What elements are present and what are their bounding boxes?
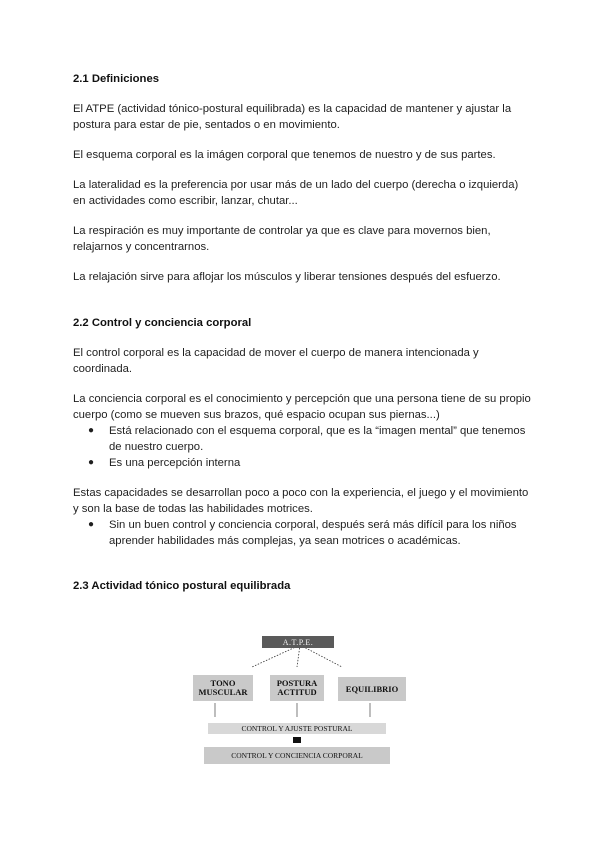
- paragraph-lateralidad: La lateralidad es la preferencia por usar más de un lado del cuerpo (derecha o izquierda) en actividades como escribir, lanzar, chutar...: [73, 179, 519, 207]
- list-item: ● Es una percepción interna: [88, 457, 241, 469]
- bullet-icon: ●: [88, 457, 95, 468]
- control-ajuste-box: CONTROL Y AJUSTE POSTURAL: [208, 723, 386, 734]
- arrow-line: [297, 645, 300, 667]
- list-item: ● Está relacionado con el esquema corporal, que es la “imagen mental” que tenemos de nuestro cuerpo.: [88, 425, 526, 453]
- postura-actitud-box: POSTURA ACTITUD: [270, 675, 324, 701]
- paragraph-control-corporal: El control corporal es la capacidad de mover el cuerpo de manera intencionada y coordinada.: [73, 347, 479, 375]
- atpe-diagram: [190, 631, 410, 769]
- control-conciencia-box: CONTROL Y CONCIENCIA CORPORAL: [204, 747, 390, 764]
- bullet-list-conciencia: [73, 423, 533, 471]
- paragraph-respiracion: La respiración es muy importante de controlar ya que es clave para movernos bien, relajarnos y concentrarnos.: [73, 225, 491, 253]
- bullet-icon: ●: [88, 519, 95, 530]
- arrow-block: [293, 737, 301, 743]
- list-item: ● Sin un buen control y conciencia corporal, después será más difícil para los niños aprender habilidades más complejas, ya sean motrices o académicas.: [88, 519, 517, 547]
- arrow-line: [252, 645, 300, 667]
- bullet-icon: ●: [88, 425, 95, 436]
- paragraph-capacidades: Estas capacidades se desarrollan poco a poco con la experiencia, el juego y el movimiento y son la base de todas las habilidades motrices.: [73, 487, 529, 515]
- atpe-box: A.T.P.E.: [262, 636, 334, 648]
- paragraph-conciencia-corporal: La conciencia corporal es el conocimiento y percepción que una persona tiene de su propio cuerpo (como se mueven sus brazos, qué espacio ocupan sus piernas...): [73, 393, 531, 421]
- section-heading-definiciones: 2.1 Definiciones: [73, 73, 160, 85]
- equilibrio-box: EQUILIBRIO: [338, 677, 406, 701]
- section-heading-control-conciencia: 2.2 Control y conciencia corporal: [73, 317, 252, 329]
- document-page: [73, 66, 533, 594]
- paragraph-atpe: El ATPE (actividad tónico-postural equilibrada) es la capacidad de mantener y ajustar la postura para estar de pie, sentados o en movimiento.: [73, 103, 512, 131]
- paragraph-esquema-corporal: El esquema corporal es la imágen corporal que tenemos de nuestro y de sus partes.: [73, 149, 496, 161]
- section-heading-atpe: 2.3 Actividad tónico postural equilibrada: [73, 580, 291, 592]
- paragraph-relajacion: La relajación sirve para aflojar los músculos y liberar tensiones después del esfuerzo.: [73, 271, 501, 283]
- bullet-list-capacidades: [73, 517, 533, 549]
- arrow-line: [300, 645, 342, 667]
- tono-muscular-box: TONO MUSCULAR: [193, 675, 253, 701]
